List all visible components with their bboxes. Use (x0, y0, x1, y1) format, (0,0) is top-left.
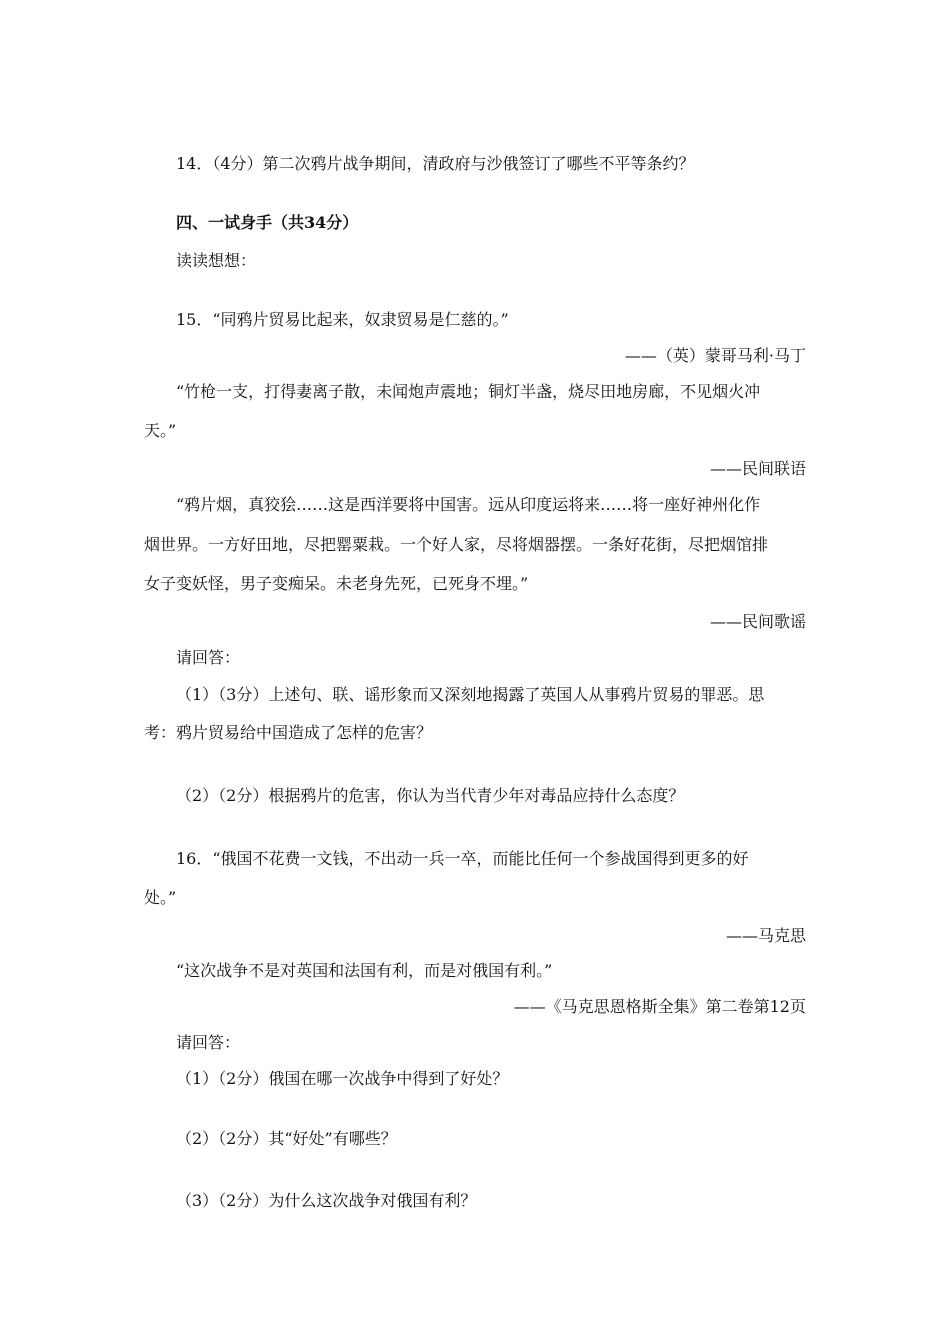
section-intro: 读读想想： (176, 251, 257, 270)
q15-sub-1-line-1: （1）（3分）上述句、联、谣形象而又深刻地揭露了英国人从事鸦片贸易的罪恶。思 (176, 685, 765, 704)
q15-sub-1-line-2: 考：鸦片贸易给中国造成了怎样的危害？ (144, 723, 433, 742)
q16-source-1: ——马克思 (725, 926, 806, 945)
q15-sub-2: （2）（2分）根据鸦片的危害，你认为当代青少年对毒品应持什么态度？ (176, 786, 685, 805)
q15-source-3: ——民间歌谣 (709, 612, 806, 631)
q15-quote-2-line-1: “竹枪一支，打得妻离子散，未闻炮声震地；铜灯半盏，烧尽田地房廊，不见烟火冲 (176, 382, 761, 401)
q16-prompt: 请回答： (176, 1033, 241, 1052)
section-heading: 四、一试身手（共34分） (176, 213, 359, 232)
q16-quote-1-line-1: 16．“俄国不花费一文钱，不出动一兵一卒，而能比任何一个参战国得到更多的好 (176, 849, 749, 868)
q15-source-2: ——民间联语 (709, 459, 806, 478)
q15-quote-3-line-2: 烟世界。一方好田地，尽把罂粟栽。一个好人家，尽将烟器摆。一条好花街，尽把烟馆排 (144, 535, 769, 554)
q15-quote-2-line-2: 天。” (144, 421, 177, 440)
q15-quote-3-line-3: 女子变妖怪，男子变痴呆。未老身先死，已死身不埋。” (144, 574, 529, 593)
q15-quote-3-line-1: “鸦片烟，真狡狯……这是西洋要将中国害。远从印度运将来……将一座好神州化作 (176, 495, 761, 514)
q15-prompt: 请回答： (176, 648, 241, 667)
q16-quote-2: “这次战争不是对英国和法国有利，而是对俄国有利。” (176, 961, 553, 980)
q15-quote-1: 15．“同鸦片贸易比起来，奴隶贸易是仁慈的。” (176, 310, 509, 329)
q16-sub-1: （1）（2分）俄国在哪一次战争中得到了好处？ (176, 1069, 509, 1088)
q16-sub-3: （3）（2分）为什么这次战争对俄国有利？ (176, 1191, 477, 1210)
q16-source-2: ——《马克思恩格斯全集》第二卷第12页 (513, 997, 806, 1016)
q15-source-1: ——（英）蒙哥马利·马丁 (624, 346, 806, 365)
q16-sub-2: （2）（2分）其“好处”有哪些？ (176, 1129, 397, 1148)
q16-quote-1-line-2: 处。” (144, 888, 177, 907)
question-14: 14．（4分）第二次鸦片战争期间，清政府与沙俄签订了哪些不平等条约？ (176, 154, 695, 173)
